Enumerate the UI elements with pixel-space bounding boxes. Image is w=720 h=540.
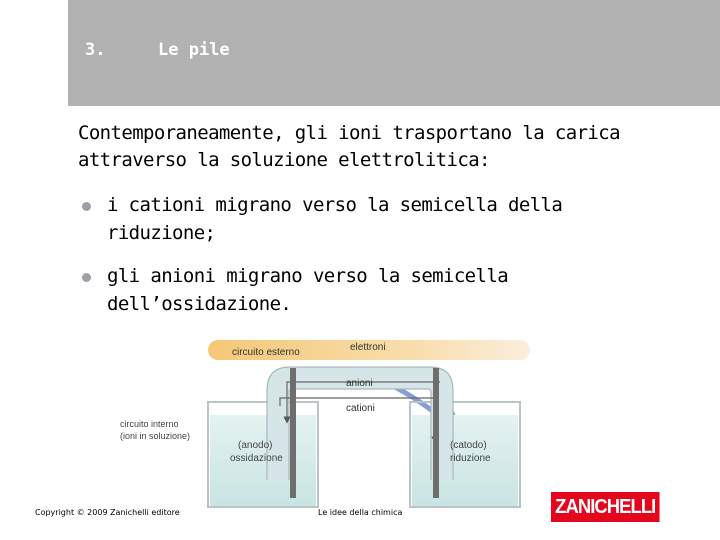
cathode-label: (catodo) [450,440,487,451]
intro-paragraph: Contemporaneamente, gli ioni trasportano la carica attraverso la soluzione elettrolitica: [78,122,620,171]
chapter-title: Le pile [158,40,230,60]
electrons-label: elettroni [350,342,386,353]
outer-circuit-label: circuito esterno [232,347,300,358]
galvanic-cell-figure [110,330,550,510]
publisher-logo: ZANICHELLI [551,492,660,522]
bullet-text: i cationi migrano verso la semicella della riduzione; [107,194,563,244]
book-title: Le idee della chimica [318,508,403,517]
chapter-number: 3. [85,40,106,60]
anode-label: (anodo) [238,440,273,451]
bullet-text: gli anioni migrano verso la semicella dell’ossidazione. [107,265,509,315]
reduction-label: riduzione [450,453,491,464]
anode-electrode [290,368,296,498]
bullet-dot-icon [82,273,91,282]
inner-circuit-sublabel: (ioni in soluzione) [120,431,191,441]
anions-label: anioni [346,378,373,389]
inner-circuit-label: circuito interno [120,419,179,429]
oxidation-label: ossidazione [230,453,283,464]
cathode-electrode [433,368,439,498]
bullet-dot-icon [82,202,91,211]
cations-label: cationi [346,403,375,414]
copyright-text: Copyright © 2009 Zanichelli editore [35,508,180,517]
